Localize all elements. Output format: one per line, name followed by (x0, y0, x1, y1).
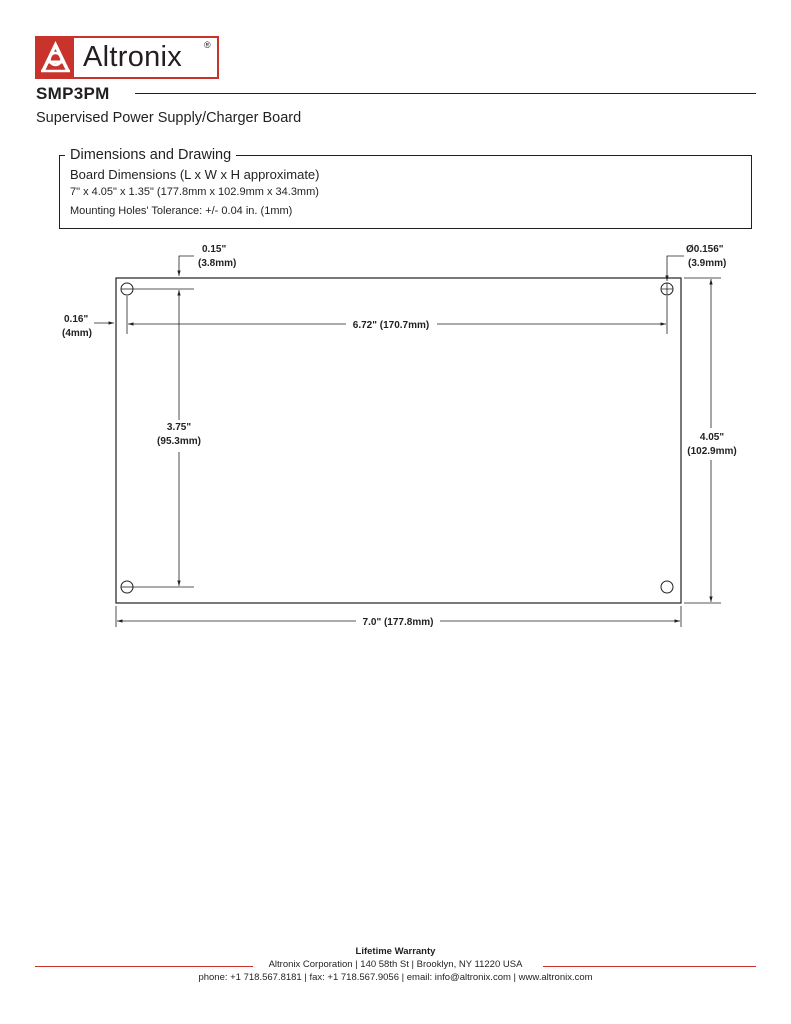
mounting-hole-bottom-left (121, 581, 133, 593)
registered-mark: ® (204, 40, 211, 50)
hole-diameter-mm: (3.9mm) (688, 258, 727, 269)
board-height-inch: 4.05" (699, 432, 725, 443)
product-subtitle: Supervised Power Supply/Charger Board (36, 110, 302, 126)
board-length-label: 7.0" (177.8mm) (362, 617, 434, 628)
hole-diameter-inch: Ø0.156" (686, 244, 724, 255)
board-dimensions-heading: Board Dimensions (L x W x H approximate) (70, 167, 320, 182)
top-offset-mm: (3.8mm) (198, 258, 237, 269)
board-dimensions-values: 7" x 4.05" x 1.35" (177.8mm x 102.9mm x 34.3mm) (70, 186, 319, 198)
vertical-hole-spacing-mm: (95.3mm) (157, 436, 201, 447)
horizontal-hole-spacing-label: 6.72" (170.7mm) (352, 320, 430, 331)
footer-address: Altronix Corporation | 140 58th St | Brooklyn, NY 11220 USA (268, 959, 523, 970)
left-offset-mm: (4mm) (62, 328, 93, 339)
model-number: SMP3PM (36, 84, 110, 103)
hole-diameter-dimension (667, 256, 684, 281)
left-offset-inch: 0.16" (64, 314, 89, 325)
warranty-title: Lifetime Warranty (355, 946, 436, 957)
board-height-mm: (102.9mm) (687, 446, 737, 457)
mounting-hole-top-left (121, 283, 133, 295)
footer-contact: phone: +1 718.567.8181 | fax: +1 718.567.9056 | email: info@altronix.com | www.altronix.com (198, 972, 593, 983)
top-offset-dimension (179, 256, 194, 276)
vertical-hole-spacing-inch: 3.75" (166, 422, 192, 433)
dimensions-title: Dimensions and Drawing (65, 146, 236, 164)
top-offset-inch: 0.15" (202, 244, 227, 255)
mounting-hole-top-right (661, 283, 673, 295)
logo-wordmark: Altronix (83, 41, 183, 73)
mounting-hole-bottom-right (661, 581, 673, 593)
mounting-hole-tolerance: Mounting Holes' Tolerance: +/- 0.04 in. (1mm) (70, 205, 293, 217)
